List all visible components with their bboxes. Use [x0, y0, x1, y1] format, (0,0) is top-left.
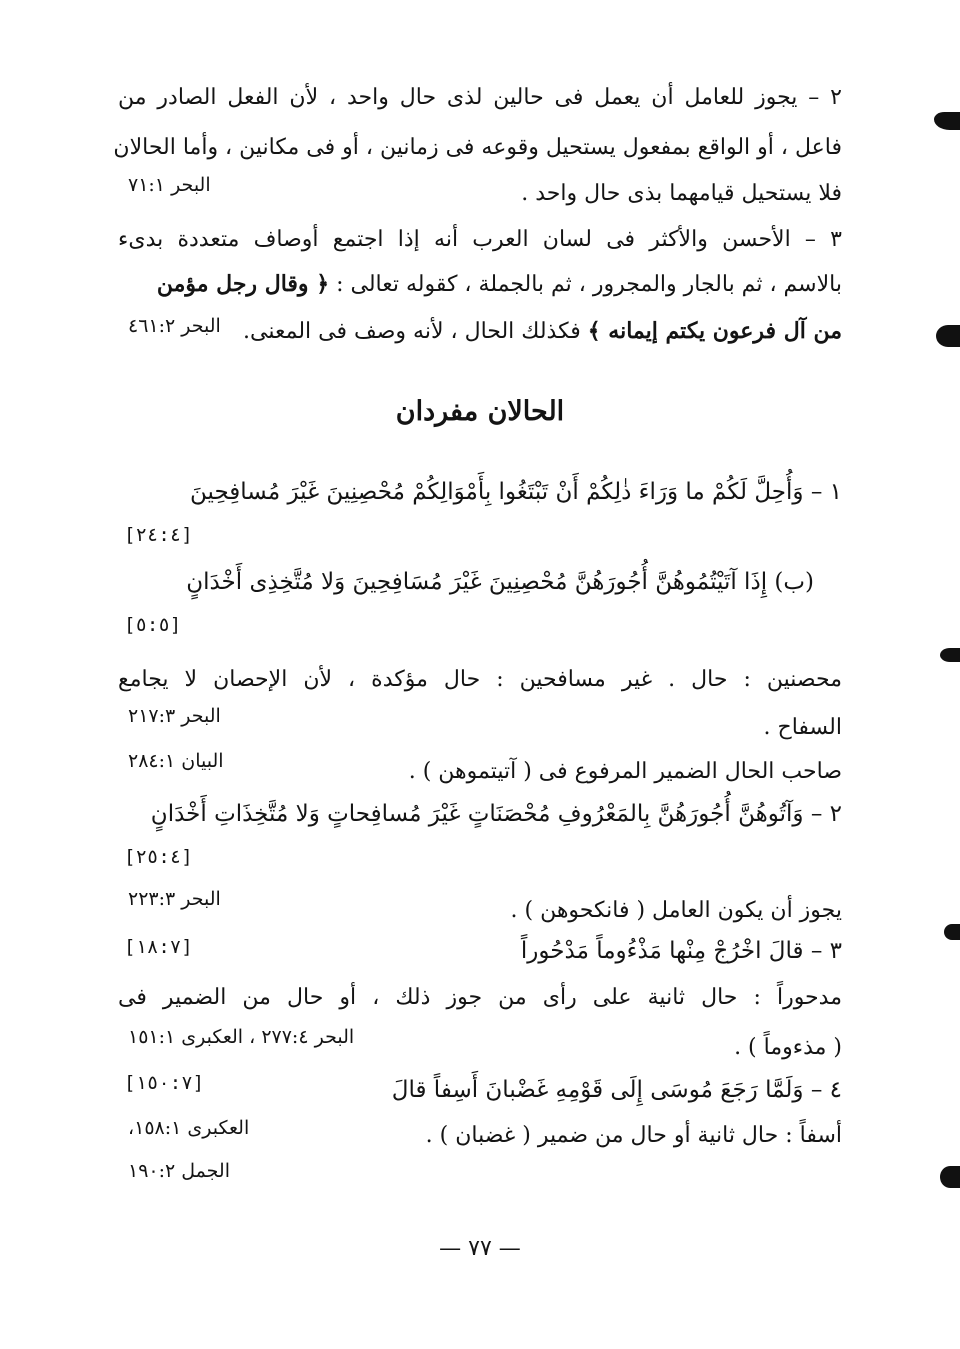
paragraph-2-line-3: فلا يستحيل قيامهما بذى حال واحد . [521, 181, 842, 206]
entry-3-note-line-1: مدحوراً : حال ثانية على رأى من جوز ذلك ، أو حال من الضمير فى [118, 985, 842, 1010]
entry-1-reference-1: البحر ٢١٧:٣ [128, 705, 221, 727]
scan-mark-2 [936, 325, 960, 347]
entry-3-verse-location: [١٨:٧] [124, 936, 193, 958]
paragraph-3-line-3 [243, 318, 842, 346]
reference-bahr-2: البحر ٤٦١:٢ [128, 315, 221, 337]
entry-4-reference-2: الجمل ١٩٠:٢ [128, 1160, 230, 1182]
paragraph-3-line-2-text: بالاسم ، ثم بالجار والمجرور ، ثم بالجملة ، كقوله تعالى : [336, 272, 842, 297]
entry-1b-verse-location: [٥:٥] [124, 614, 182, 636]
entry-1b-verse: (ب) إِذَا آتَيْتُمُوهُنَّ أُجُورَهُنَّ مُحْصِنِينَ غَيْرَ مُسَافِحِينَ وَلا مُتَّخِذِى أَخْدَانٍ [186, 569, 814, 595]
paragraph-3-line-2 [118, 271, 842, 299]
entry-2-verse: ٢ – وَآتُوهُنَّ أُجُورَهُنَّ بِالمَعْرُوفِ مُحْصَنَاتٍ غَيْرَ مُسافِحاتٍ وَلا مُتَّخِذَاتِ أَخْدَانٍ [150, 801, 842, 827]
page-number: — ٧٧ — [439, 1236, 521, 1261]
entry-4-reference-1: العكبرى ١٥٨:١، [128, 1117, 250, 1139]
entry-4-verse-location: [١٥٠:٧] [124, 1072, 205, 1094]
entry-3-verse: ٣ – قالَ اخْرُجْ مِنْها مَذْءُوماً مَدْحُوراً [520, 938, 842, 964]
entry-1-note-line-1: محصنين : حال . غير مسافحين : حال مؤكدة ، لأن الإحصان لا يجامع [118, 667, 842, 692]
entry-1-note-line-2: السفاح . [763, 715, 842, 740]
entry-1-note-line-3: صاحب الحال الضمير المرفوع فى ( آتيتموهن ) . [408, 759, 842, 784]
entry-3-reference: البحر ٢٧٧:٤ ، العكبرى ١٥١:١ [128, 1026, 355, 1048]
entry-1-reference-2: البيان ٢٨٤:١ [128, 750, 224, 772]
scan-mark-1 [934, 112, 960, 130]
scan-mark-5 [940, 1166, 960, 1188]
scan-mark-4 [944, 924, 960, 940]
entry-2-note: يجوز أن يكون العامل ( فانكحوهن ) . [510, 898, 842, 923]
quran-quote-start: ﴿ وقال رجل مؤمن [156, 271, 330, 297]
scan-mark-3 [940, 648, 960, 662]
entry-2-reference: البحر ٢٢٣:٣ [128, 888, 221, 910]
entry-1-verse: ١ – وَأُحِلَّ لَكُمْ ما وَرَاءَ ذٰلِكُمْ أَنْ تَبْتَغُوا بِأَمْوَالِكُمْ مُحْصِنِينَ غَيْرَ مُسافِحِينَ [190, 479, 842, 505]
reference-bahr-1: البحر ٧١:١ [128, 174, 211, 196]
entry-2-verse-location: [٢٥:٤] [124, 846, 193, 868]
quran-quote-end: من آل فرعون يكتم إيمانه ﴾ [587, 318, 842, 344]
entry-1-verse-location: [٢٤:٤] [124, 524, 193, 546]
paragraph-3-line-1: ٣ – الأحسن والأكثر فى لسان العرب أنه إذا اجتمع أوصاف متعددة بدىء [118, 227, 842, 252]
entry-4-note: أسفاً : حال ثانية أو حال من ضمير ( غضبان ) . [425, 1123, 842, 1148]
section-heading: الحالان مفردان [395, 396, 565, 427]
paragraph-2-line-2: فاعل ، أو الواقع بمفعول يستحيل وقوعه فى زمانين ، أو فى مكانين ، وأما الحالان [113, 135, 842, 160]
paragraph-2-line-1: ٢ – يجوز للعامل أن يعمل فى حالين لذى حال واحد ، لأن الفعل الصادر من [118, 85, 842, 110]
entry-3-note-line-2: ( مذءوماً ) . [734, 1035, 842, 1060]
entry-4-verse: ٤ – وَلَمَّا رَجَعَ مُوسَى إِلَى قَوْمِهِ غَضْبانَ أَسِفاً قالَ [391, 1077, 842, 1103]
paragraph-3-line-3-text: فكذلك الحال ، لأنه وصف فى المعنى. [243, 319, 581, 344]
